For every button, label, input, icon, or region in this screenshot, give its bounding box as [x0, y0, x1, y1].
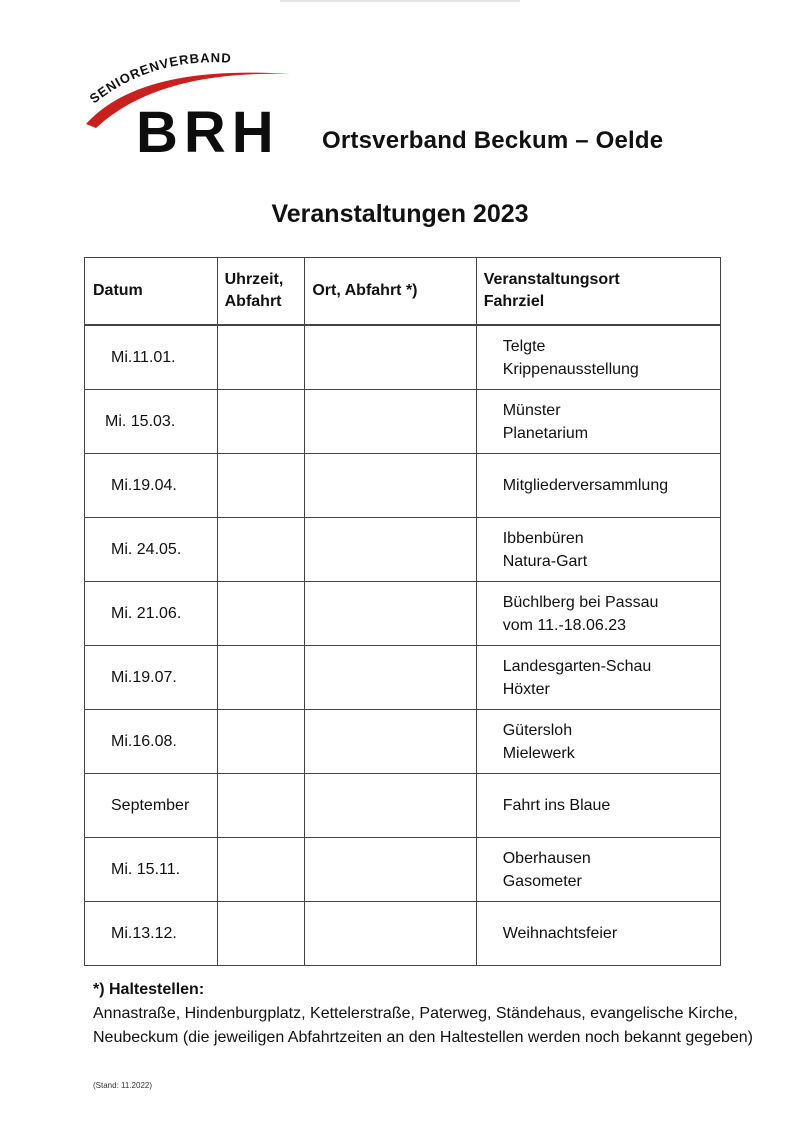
- header-line: Uhrzeit,: [224, 271, 284, 288]
- departure-cell: [305, 774, 476, 838]
- venue-line: Gütersloh: [502, 721, 573, 739]
- venue-line: vom 11.-18.06.23: [502, 616, 627, 634]
- venue-line: Gasometer: [502, 872, 582, 890]
- org-name: Ortsverband Beckum – Oelde: [322, 127, 664, 154]
- date-text: Mi. 15.11.: [111, 861, 181, 878]
- logo-graphic: [80, 42, 330, 162]
- table-row: [85, 774, 721, 838]
- time-cell: [217, 454, 305, 518]
- table-row: [85, 710, 721, 774]
- events-table: [84, 257, 721, 966]
- venue-line: Krippenausstellung: [502, 360, 639, 378]
- table-row: [85, 390, 721, 454]
- time-cell: [217, 325, 305, 390]
- date-text: Mi.11.01.: [111, 349, 176, 366]
- table-body: [85, 325, 721, 966]
- date-text: Mi.16.08.: [111, 733, 177, 750]
- logo-arc-text: SENIORENVERBAND: [86, 50, 233, 107]
- venue-line: Natura-Gart: [502, 552, 588, 570]
- venue-line: Höxter: [502, 680, 550, 698]
- time-cell: [217, 902, 305, 966]
- stand-date: (Stand: 11.2022): [93, 1081, 153, 1090]
- table-header-row: [85, 258, 721, 326]
- date-text: Mi. 24.05.: [111, 541, 182, 558]
- date-cell: [85, 390, 218, 454]
- venue-cell: [476, 710, 720, 774]
- venue-line: Fahrt ins Blaue: [502, 797, 611, 814]
- date-cell: [85, 838, 218, 902]
- header-line: Datum: [93, 282, 143, 299]
- time-cell: [217, 582, 305, 646]
- venue-cell: [476, 390, 720, 454]
- departure-cell: [305, 710, 476, 774]
- brh-logo: [80, 42, 330, 162]
- date-cell: [85, 710, 218, 774]
- footnote: [93, 978, 753, 1050]
- table-row: [85, 838, 721, 902]
- venue-line: Münster: [502, 401, 561, 419]
- departure-cell: [305, 518, 476, 582]
- table-row: [85, 902, 721, 966]
- venue-line: Weihnachtsfeier: [502, 925, 618, 942]
- venue-line: Ibbenbüren: [502, 529, 584, 547]
- table-row: [85, 454, 721, 518]
- footnote-heading: *) Haltestellen:: [93, 981, 205, 998]
- departure-cell: [305, 325, 476, 390]
- date-cell: [85, 646, 218, 710]
- top-divider: [280, 0, 520, 2]
- column-header-datum: [85, 258, 218, 326]
- departure-cell: [305, 582, 476, 646]
- table-row: [85, 325, 721, 390]
- date-text: Mi. 21.06.: [111, 605, 182, 622]
- venue-line: Mielewerk: [502, 744, 575, 762]
- departure-cell: [305, 902, 476, 966]
- venue-line: Landesgarten-Schau: [502, 657, 652, 675]
- date-cell: [85, 454, 218, 518]
- departure-cell: [305, 454, 476, 518]
- date-text: Mi. 15.03.: [105, 413, 176, 430]
- date-cell: [85, 774, 218, 838]
- header-line: Fahrziel: [483, 293, 545, 310]
- venue-cell: [476, 646, 720, 710]
- venue-line: Oberhausen: [502, 849, 591, 867]
- venue-cell: [476, 325, 720, 390]
- column-header-uhrzeit: [217, 258, 305, 326]
- time-cell: [217, 710, 305, 774]
- venue-cell: [476, 454, 720, 518]
- date-cell: [85, 902, 218, 966]
- time-cell: [217, 646, 305, 710]
- date-text: Mi.13.12.: [111, 925, 177, 942]
- header-line: Ort, Abfahrt *): [312, 282, 418, 299]
- departure-cell: [305, 646, 476, 710]
- venue-cell: [476, 518, 720, 582]
- departure-cell: [305, 390, 476, 454]
- time-cell: [217, 518, 305, 582]
- departure-cell: [305, 838, 476, 902]
- venue-cell: [476, 902, 720, 966]
- venue-line: Telgte: [502, 337, 546, 355]
- venue-line: Planetarium: [502, 424, 589, 442]
- header-line: Abfahrt: [224, 293, 282, 310]
- table-row: [85, 518, 721, 582]
- time-cell: [217, 838, 305, 902]
- time-cell: [217, 390, 305, 454]
- venue-line: Büchlberg bei Passau: [502, 593, 659, 611]
- venue-cell: [476, 582, 720, 646]
- date-cell: [85, 582, 218, 646]
- time-cell: [217, 774, 305, 838]
- date-cell: [85, 325, 218, 390]
- header-line: Veranstaltungsort: [483, 271, 620, 288]
- venue-line: Mitgliederversammlung: [502, 477, 669, 494]
- venue-cell: [476, 774, 720, 838]
- page-title: Veranstaltungen 2023: [271, 200, 529, 228]
- logo-letters: BRH: [136, 100, 280, 162]
- table-row: [85, 582, 721, 646]
- column-header-veranstaltungsort: [476, 258, 720, 326]
- date-text: Mi.19.07.: [111, 669, 177, 686]
- date-text: September: [111, 797, 190, 814]
- table-row: [85, 646, 721, 710]
- footnote-text: Annastraße, Hindenburgplatz, Kettelerstraße, Paterweg, Ständehaus, evangelische Kirche, Neubeckum (die jeweiligen Abfahrtzeiten an den Haltestellen werden noch bekannt gegeben): [93, 1005, 753, 1046]
- venue-cell: [476, 838, 720, 902]
- svg-text:SENIORENVERBAND: [87, 50, 233, 106]
- column-header-ort: [305, 258, 476, 326]
- date-text: Mi.19.04.: [111, 477, 177, 494]
- date-cell: [85, 518, 218, 582]
